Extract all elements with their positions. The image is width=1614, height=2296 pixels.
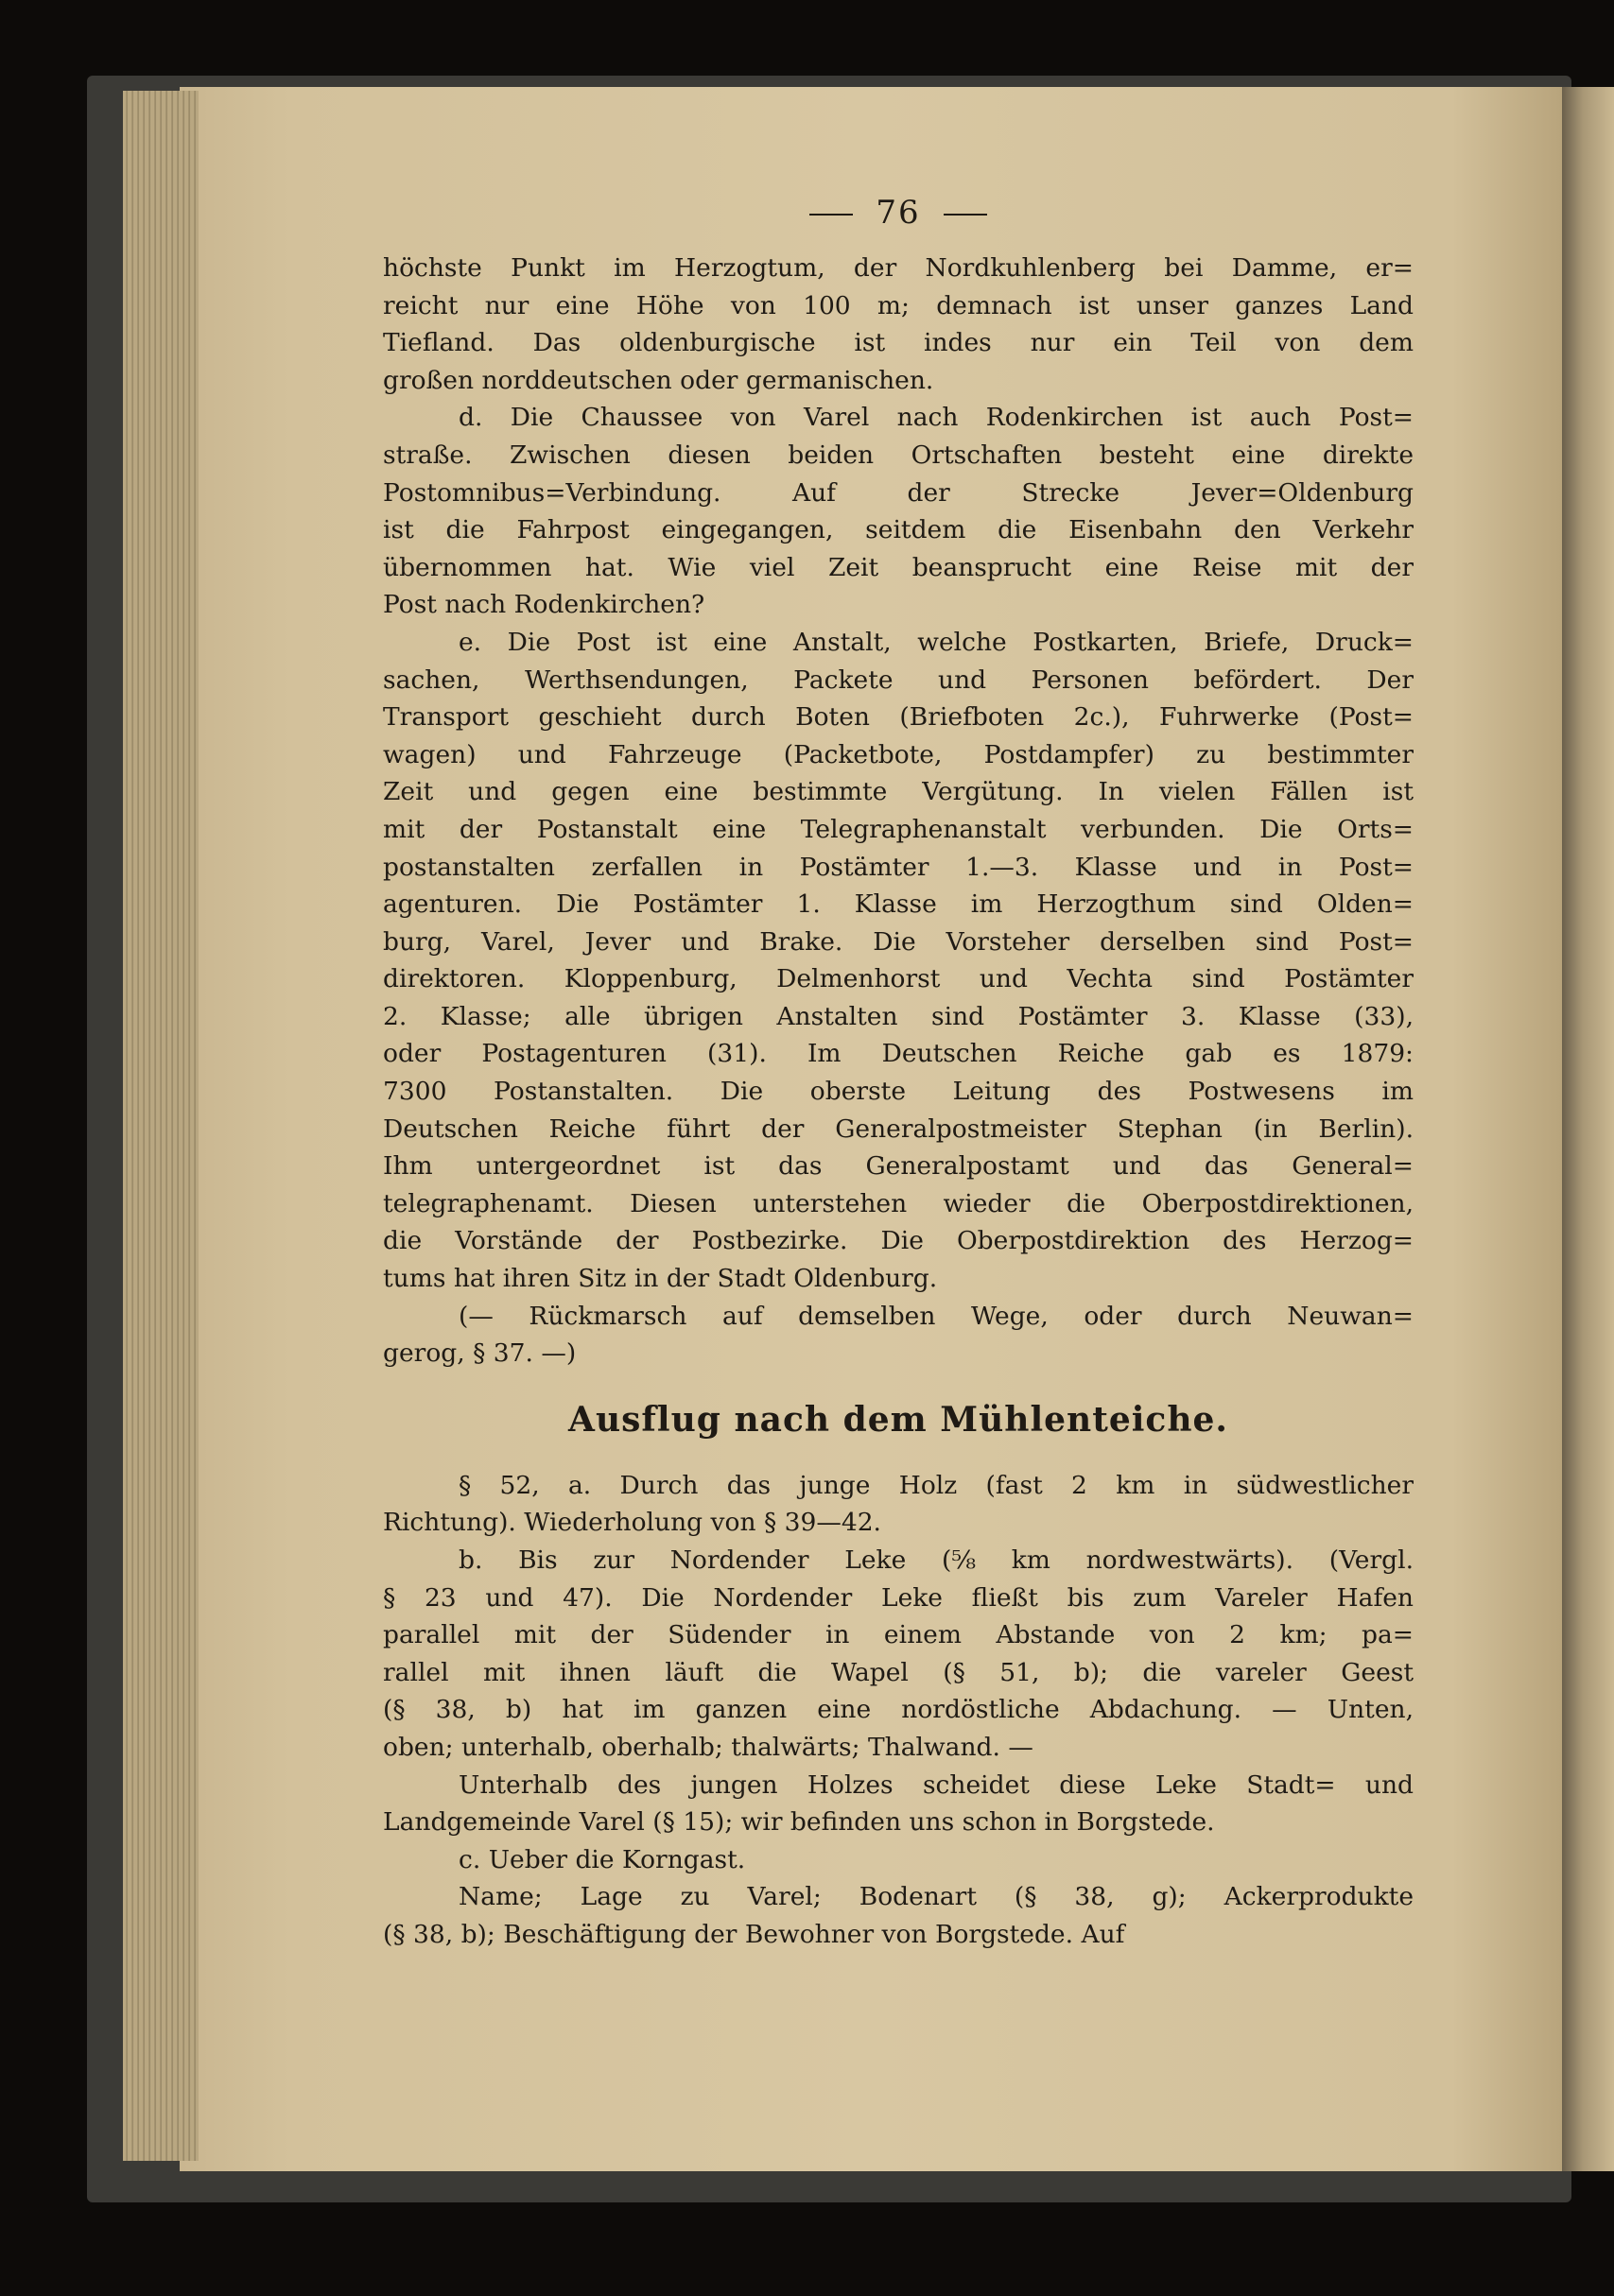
text-line: übernommen hat. Wie viel Zeit beansprucht eine Reise mit der (383, 552, 1414, 582)
paragraph (383, 1542, 1414, 1767)
paragraph (383, 1841, 1414, 1879)
text-line: 7300 Postanstalten. Die oberste Leitung des Postwesens im (383, 1077, 1414, 1107)
text-line: wagen) und Fahrzeuge (Packetbote, Postdampfer) zu bestimmter (383, 739, 1414, 769)
paragraph (383, 624, 1414, 1298)
text-line: höchste Punkt im Herzogtum, der Nordkuhlenberg bei Damme, er= (383, 253, 1414, 283)
text-line: reicht nur eine Höhe von 100 m; demnach ist unser ganzes Land (383, 290, 1414, 320)
text-line: sachen, Werthsendungen, Packete und Personen befördert. Der (383, 665, 1414, 695)
text-line: tums hat ihren Sitz in der Stadt Oldenburg. (383, 1264, 938, 1294)
paragraph (383, 399, 1414, 624)
text-block-top (383, 250, 1414, 1372)
book-gutter (1562, 87, 1614, 2171)
page-number (383, 189, 1414, 250)
text-block-bottom (383, 1467, 1414, 1954)
section-heading: Ausflug nach dem Mühlenteiche. (568, 1399, 1228, 1440)
text-line: 2. Klasse; alle übrigen Anstalten sind Postämter 3. Klasse (33), (383, 1001, 1414, 1031)
paragraph (383, 1878, 1414, 1953)
text-line: gerog, § 37. —) (383, 1338, 577, 1369)
text-line: ist die Fahrpost eingegangen, seitdem die Eisenbahn den Verkehr (383, 515, 1414, 545)
text-line: b. Bis zur Nordender Leke (⅝ km nordwestwärts). (Vergl. (459, 1545, 1414, 1575)
text-line: e. Die Post ist eine Anstalt, welche Postkarten, Briefe, Druck= (459, 627, 1414, 657)
text-line: § 52, a. Durch das junge Holz (fast 2 km in südwestlicher (459, 1470, 1414, 1500)
text-line: Post nach Rodenkirchen? (383, 590, 705, 620)
page-content (383, 189, 1414, 1954)
paragraph (383, 1767, 1414, 1841)
text-line: großen norddeutschen oder germanischen. (383, 365, 934, 395)
paragraph (383, 1467, 1414, 1542)
text-line: rallel mit ihnen läuft die Wapel (§ 51, b); die vareler Geest (383, 1657, 1414, 1687)
page-number-dash-left (809, 214, 853, 216)
text-line: straße. Zwischen diesen beiden Ortschaften besteht eine direkte (383, 440, 1414, 470)
text-line: oder Postagenturen (31). Im Deutschen Reiche gab es 1879: (383, 1039, 1414, 1069)
text-line: oben; unterhalb, oberhalb; thalwärts; Thalwand. — (383, 1732, 1033, 1762)
text-line: parallel mit der Südender in einem Abstande von 2 km; pa= (383, 1620, 1414, 1650)
paragraph (383, 250, 1414, 399)
text-line: (§ 38, b); Beschäftigung der Bewohner von Borgstede. Auf (383, 1919, 1125, 1949)
text-line: die Vorstände der Postbezirke. Die Oberpostdirektion des Herzog= (383, 1226, 1414, 1256)
text-line: Name; Lage zu Varel; Bodenart (§ 38, g); Ackerprodukte (459, 1882, 1414, 1912)
text-line: Zeit und gegen eine bestimmte Vergütung. In vielen Fällen ist (383, 777, 1414, 807)
text-line: mit der Postanstalt eine Telegraphenanstalt verbunden. Die Orts= (383, 814, 1414, 844)
text-line: agenturen. Die Postämter 1. Klasse im Herzogthum sind Olden= (383, 889, 1414, 920)
text-line: § 23 und 47). Die Nordender Leke fließt bis zum Vareler Hafen (383, 1582, 1414, 1613)
page-stack-edge (123, 91, 199, 2161)
text-line: Deutschen Reiche führt der Generalpostmeister Stephan (in Berlin). (383, 1113, 1414, 1144)
text-line: postanstalten zerfallen in Postämter 1.—3. Klasse und in Post= (383, 852, 1414, 882)
text-line: (— Rückmarsch auf demselben Wege, oder durch Neuwan= (459, 1301, 1414, 1331)
text-line: Transport geschieht durch Boten (Briefboten 2c.), Fuhrwerke (Post= (383, 702, 1414, 733)
paragraph (383, 1298, 1414, 1372)
text-line: Tiefland. Das oldenburgische ist indes nur ein Teil von dem (383, 328, 1414, 358)
text-line: (§ 38, b) hat im ganzen eine nordöstliche Abdachung. — Unten, (383, 1695, 1414, 1725)
text-line: burg, Varel, Jever und Brake. Die Vorsteher derselben sind Post= (383, 926, 1414, 957)
text-line: telegraphenamt. Diesen unterstehen wieder die Oberpostdirektionen, (383, 1188, 1414, 1218)
text-line: d. Die Chaussee von Varel nach Rodenkirchen ist auch Post= (459, 403, 1414, 433)
text-line: c. Ueber die Korngast. (459, 1844, 746, 1874)
text-line: Unterhalb des jungen Holzes scheidet diese Leke Stadt= und (459, 1769, 1414, 1800)
text-line: Landgemeinde Varel (§ 15); wir befinden uns schon in Borgstede. (383, 1807, 1215, 1838)
text-line: Richtung). Wiederholung von § 39—42. (383, 1508, 881, 1538)
page-number-text: 76 (876, 194, 921, 232)
text-line: Postomnibus=Verbindung. Auf der Strecke Jever=Oldenburg (383, 477, 1414, 508)
text-line: direktoren. Kloppenburg, Delmenhorst und Vechta sind Postämter (383, 964, 1414, 994)
page-number-dash-right (944, 214, 987, 216)
text-line: Ihm untergeordnet ist das Generalpostamt und das General= (383, 1151, 1414, 1182)
